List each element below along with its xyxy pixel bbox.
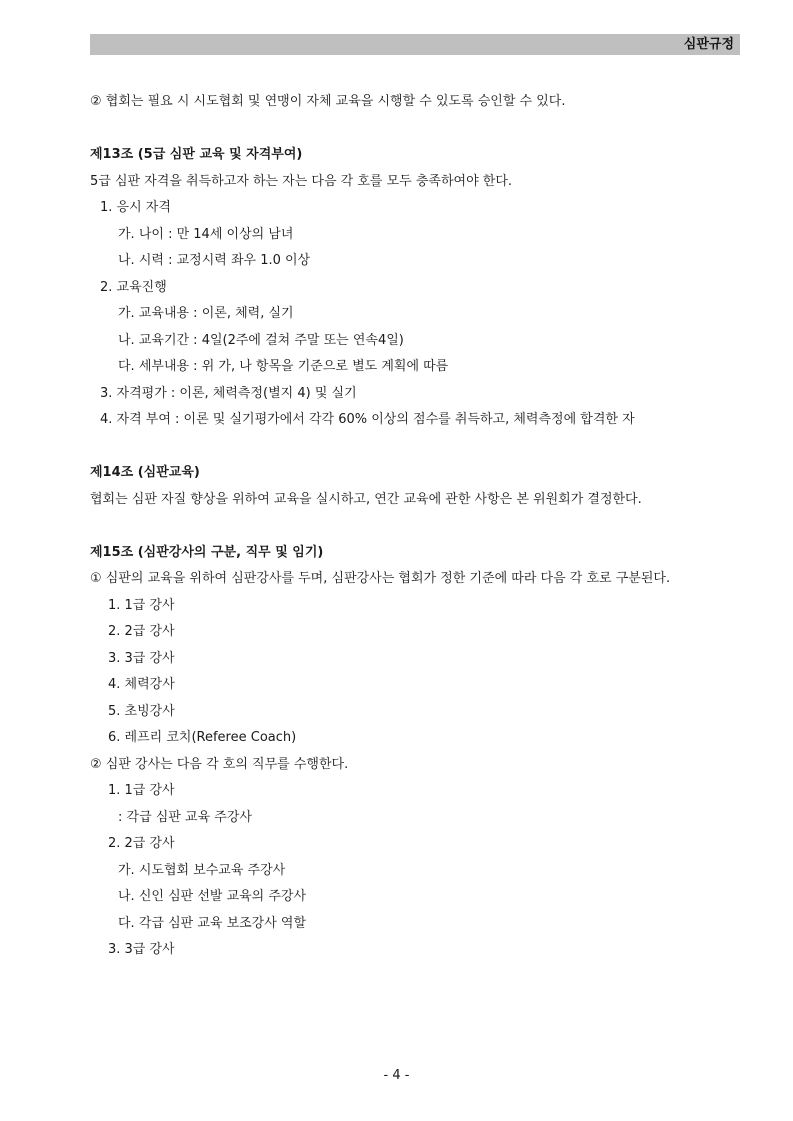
article-13-lead: 5급 심판 자격을 취득하고자 하는 자는 다음 각 호를 모두 충족하여야 한다. (90, 173, 513, 189)
article-13-item-1b: 나. 시력 : 교정시력 좌우 1.0 이상 (118, 253, 311, 268)
article-15-paragraph-1: ① 심판의 교육을 위하여 심판강사를 두며, 심판강사는 협회가 정한 기준에 따라 다음 각 호로 구분된다. (90, 571, 671, 586)
instructor-type-item: 1. 1급 강사 (108, 597, 175, 613)
article-13 (90, 142, 740, 434)
article-13-item-2b: 나. 교육기간 : 4일(2주에 걸쳐 주말 또는 연속4일) (118, 332, 404, 348)
article-15-heading: 제15조 (심판강사의 구분, 직무 및 임기) (90, 544, 324, 560)
article-15 (90, 540, 740, 964)
duty-item-2b: 나. 신인 심판 선발 교육의 주강사 (118, 889, 307, 904)
article-14 (90, 460, 740, 513)
duty-item-2: 2. 2급 강사 (108, 836, 175, 851)
document-body (90, 89, 740, 964)
page-number: - 4 - (383, 1068, 410, 1083)
instructor-type-item: 6. 레프리 코치(Referee Coach) (108, 730, 297, 745)
duty-item-1-detail: : 각급 심판 교육 주강사 (118, 809, 252, 825)
article-13-item-1: 1. 응시 자격 (100, 200, 171, 215)
article-14-heading: 제14조 (심판교육) (90, 465, 200, 480)
article-15-paragraph-2: ② 심판 강사는 다음 각 호의 직무를 수행한다. (90, 756, 349, 772)
duty-item-1: 1. 1급 강사 (108, 783, 175, 798)
header-bar (90, 34, 740, 55)
duty-item-2c: 다. 각급 심판 교육 보조강사 역할 (118, 915, 307, 931)
article-13-item-2: 2. 교육진행 (100, 279, 167, 295)
article-13-item-2a: 가. 교육내용 : 이론, 체력, 실기 (118, 306, 294, 321)
article-13-heading: 제13조 (5급 심판 교육 및 자격부여) (90, 147, 303, 162)
instructor-type-item: 5. 초빙강사 (108, 703, 175, 719)
article-13-item-1a: 가. 나이 : 만 14세 이상의 남녀 (118, 226, 294, 242)
duty-item-3: 3. 3급 강사 (108, 942, 175, 957)
header-title: 심판규정 (683, 37, 734, 52)
instructor-type-item: 4. 체력강사 (108, 677, 175, 692)
article-14-body: 협회는 심판 자질 향상을 위하여 교육을 실시하고, 연간 교육에 관한 사항은 본 위원회가 결정한다. (90, 491, 642, 507)
instructor-type-item: 3. 3급 강사 (108, 650, 175, 666)
article-13-item-4: 4. 자격 부여 : 이론 및 실기평가에서 각각 60% 이상의 점수를 취득하고, 체력측정에 합격한 자 (100, 412, 635, 427)
duty-item-2a: 가. 시도협회 보수교육 주강사 (118, 862, 286, 878)
article-13-item-3: 3. 자격평가 : 이론, 체력측정(별지 4) 및 실기 (100, 385, 357, 401)
intro-paragraph: ② 협회는 필요 시 시도협회 및 연맹이 자체 교육을 시행할 수 있도록 승인할 수 있다. (90, 94, 566, 109)
article-13-item-2c: 다. 세부내용 : 위 가, 나 항목을 기준으로 별도 계획에 따름 (118, 359, 449, 374)
instructor-type-item: 2. 2급 강사 (108, 624, 175, 639)
